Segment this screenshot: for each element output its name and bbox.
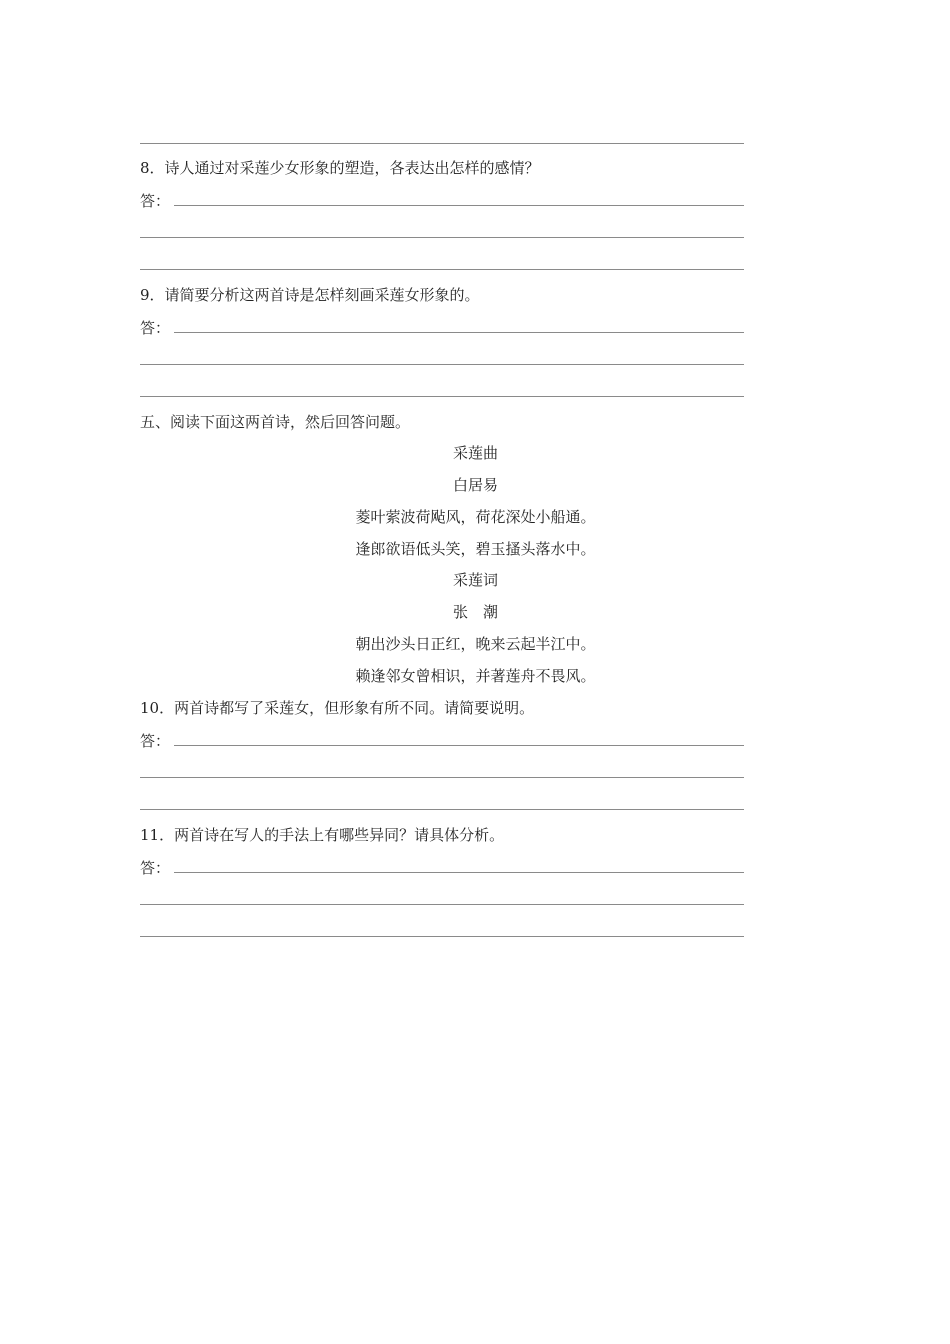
poem-title: 采莲词 (452, 571, 498, 589)
answer-blank-line[interactable] (140, 904, 744, 905)
answer-blank-line[interactable] (174, 332, 744, 333)
question-8: 8．诗人通过对采莲少女形象的塑造，各表达出怎样的感情？ (140, 159, 540, 177)
answer-blank-line[interactable] (140, 396, 744, 397)
answer-label: 答： (140, 319, 171, 337)
poem-title: 采莲曲 (452, 444, 498, 462)
answer-label: 答： (140, 732, 171, 750)
answer-blank-line[interactable] (174, 745, 744, 746)
question-11: 11．两首诗在写人的手法上有哪些异同？请具体分析。 (140, 826, 505, 844)
answer-blank-line[interactable] (140, 936, 744, 937)
section-heading: 五、阅读下面这两首诗，然后回答问题。 (140, 413, 411, 431)
answer-blank-line[interactable] (174, 872, 744, 873)
answer-label: 答： (140, 192, 171, 210)
answer-blank-line[interactable] (140, 364, 744, 365)
answer-blank-line[interactable] (174, 205, 744, 206)
answer-blank-line[interactable] (140, 143, 744, 144)
answer-blank-line[interactable] (140, 777, 744, 778)
poem-author: 张 潮 (452, 603, 498, 621)
poem-line: 朝出沙头日正红，晚来云起半江中。 (355, 635, 596, 653)
answer-10-first-line[interactable] (140, 731, 744, 751)
answer-9-first-line[interactable] (140, 318, 744, 338)
question-10: 10．两首诗都写了采莲女，但形象有所不同。请简要说明。 (140, 699, 535, 717)
poem-line: 赖逢邻女曾相识，并著莲舟不畏风。 (355, 667, 596, 685)
answer-blank-line[interactable] (140, 809, 744, 810)
answer-label: 答： (140, 859, 171, 877)
answer-blank-line[interactable] (140, 237, 744, 238)
poem-author: 白居易 (452, 476, 498, 494)
answer-11-first-line[interactable] (140, 858, 744, 878)
answer-8-first-line[interactable] (140, 191, 744, 211)
answer-blank-line[interactable] (140, 269, 744, 270)
poem-line: 菱叶萦波荷飐风，荷花深处小船通。 (355, 508, 596, 526)
poem-line: 逢郎欲语低头笑，碧玉搔头落水中。 (355, 540, 596, 558)
question-9: 9．请简要分析这两首诗是怎样刻画采莲女形象的。 (140, 286, 480, 304)
